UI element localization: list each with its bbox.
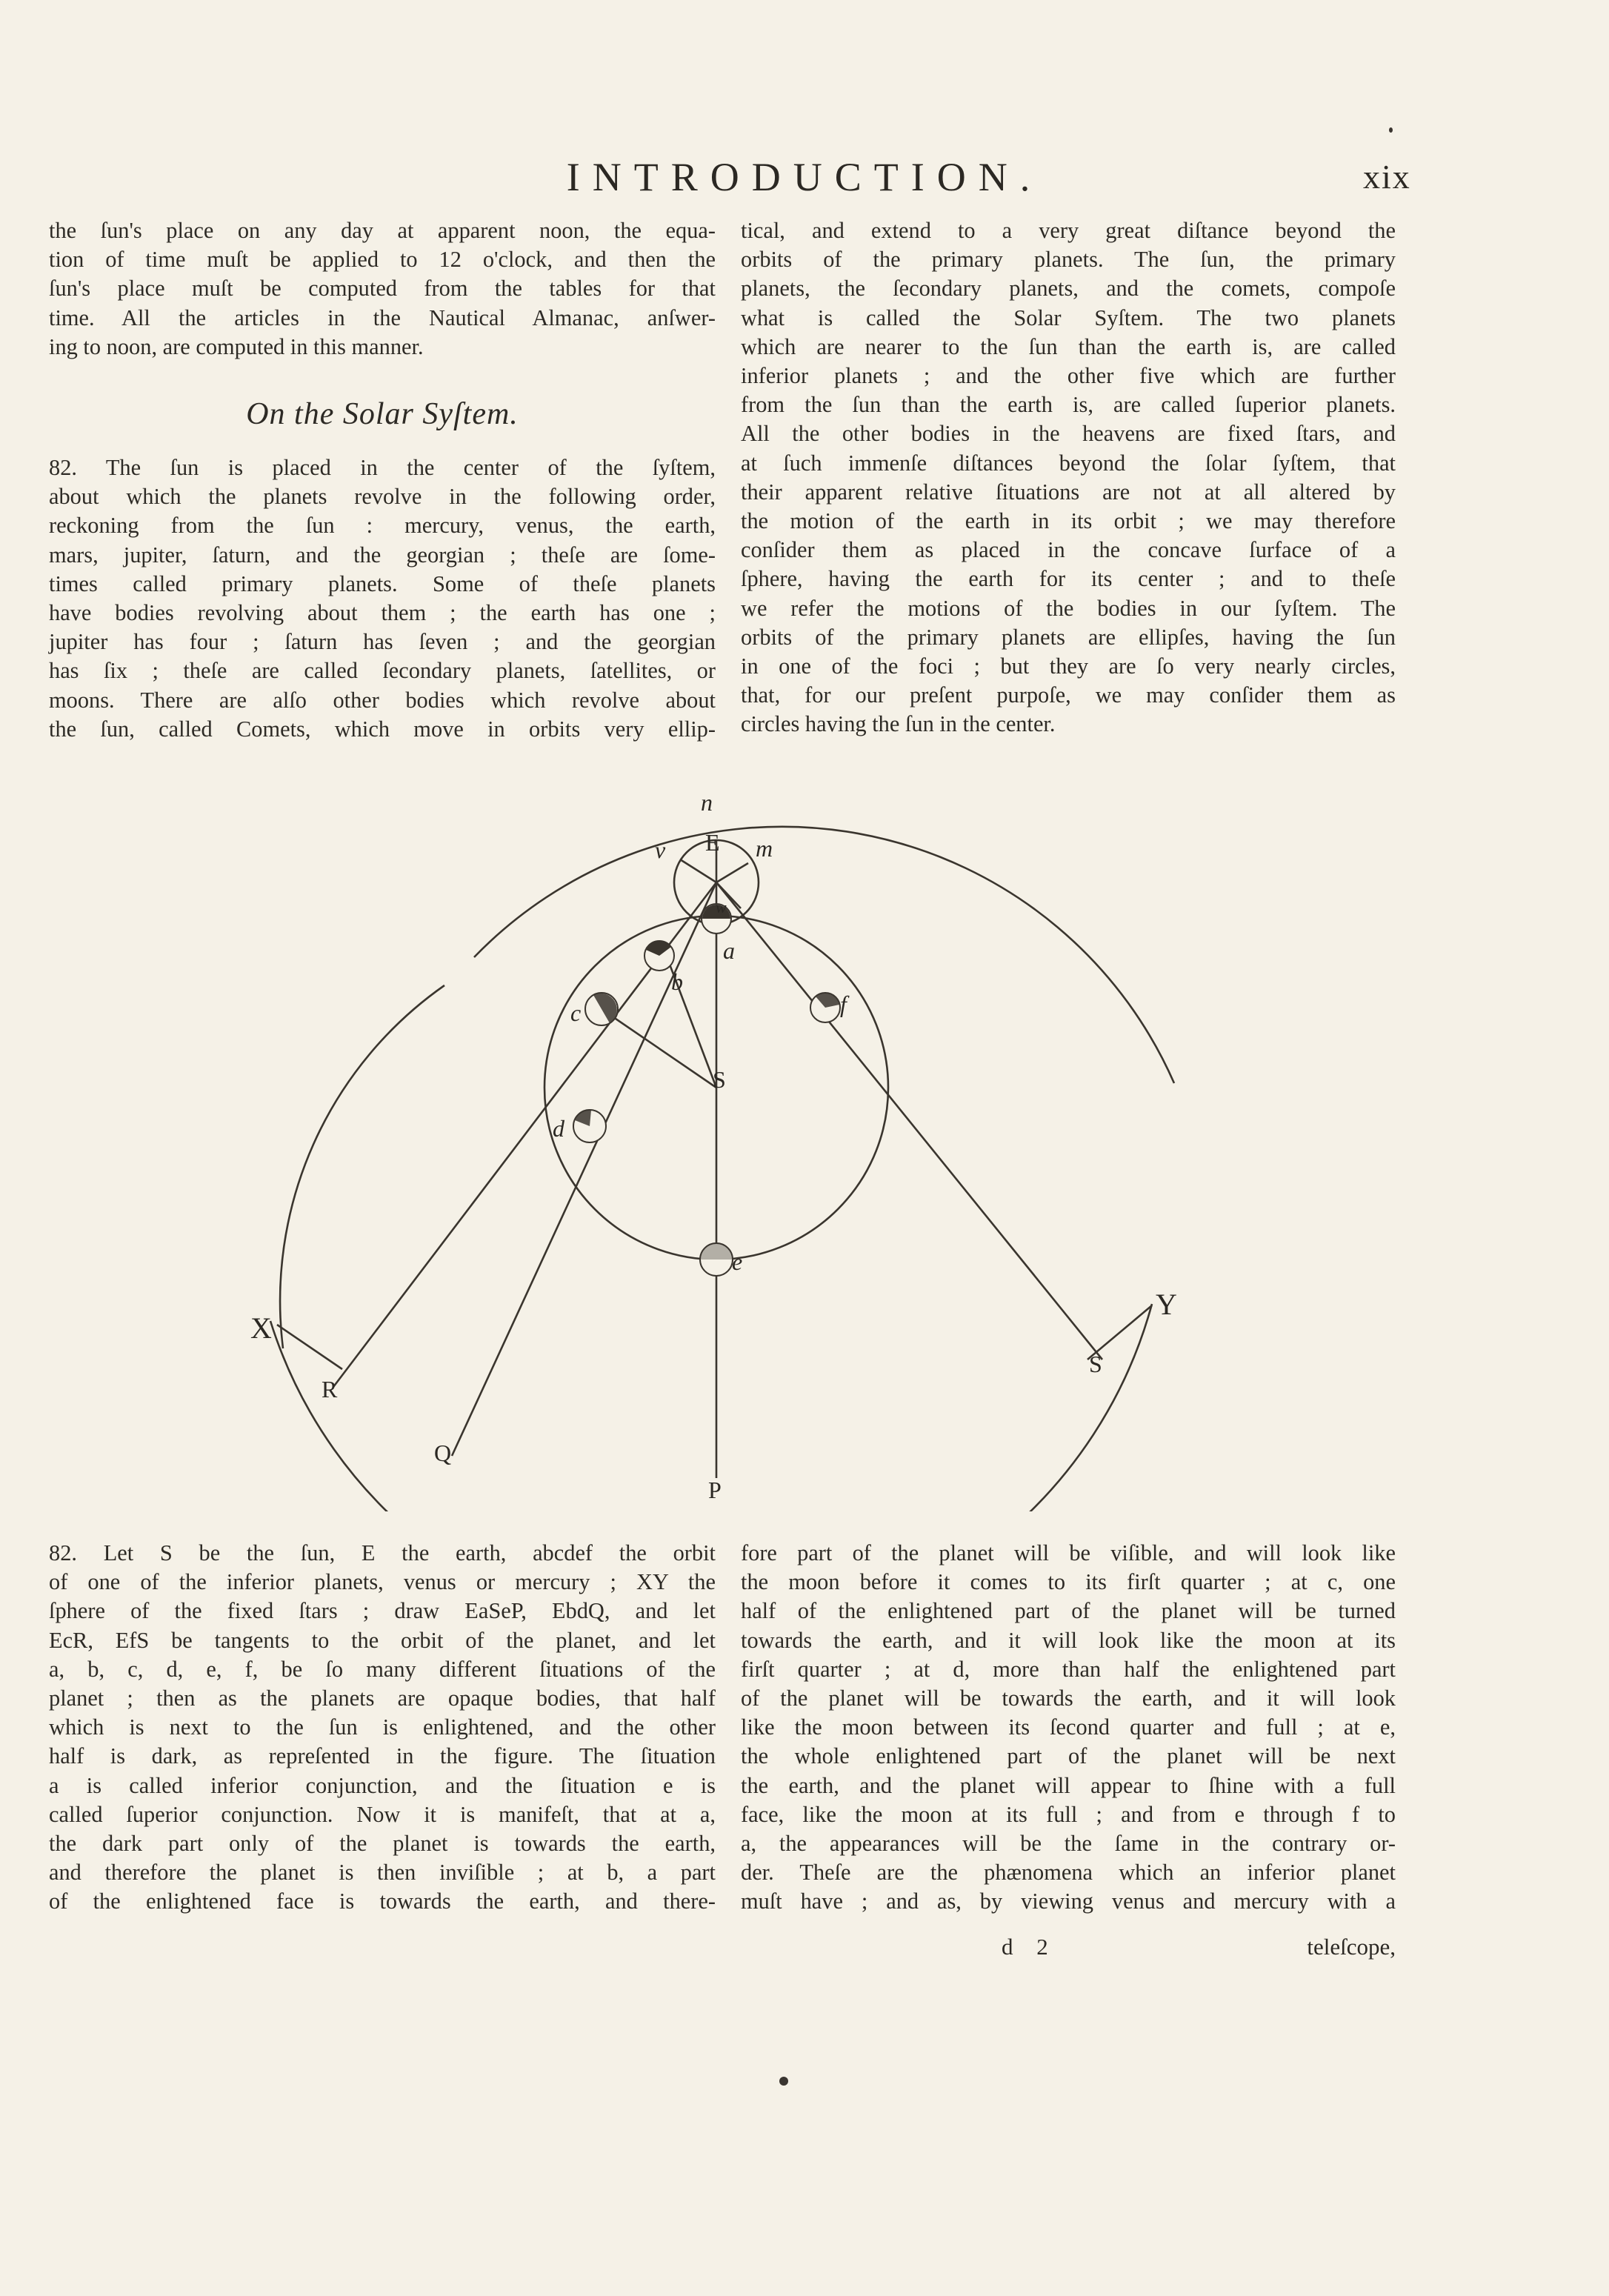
intro-paragraph — [49, 216, 716, 362]
text-line: which are nearer to the ſun than the earth is, are called — [741, 333, 1396, 359]
text-line: time. All the articles in the Nautical Almanac, anſwer- — [49, 305, 716, 330]
text-line: jupiter has four ; ſaturn has ſeven ; and the georgian — [49, 629, 716, 655]
label-R: R — [322, 1376, 338, 1402]
solar-system-figure — [0, 785, 1609, 1511]
text-line: reckoning from the ſun : mercury, venus, the earth, — [49, 513, 716, 539]
label-Q: Q — [434, 1440, 452, 1466]
figure-labels — [250, 789, 1177, 1503]
text-line: orbits of the primary planets. The ſun, the primary — [741, 247, 1396, 273]
text-line: a, the appearances will be the ſame in the contrary or- — [741, 1831, 1396, 1857]
text-line: the ſun, called Comets, which move in orbits very ellip- — [49, 716, 716, 742]
text-line: the motion of the earth in its orbit ; we may therefore — [741, 508, 1396, 534]
text-line: the dark part only of the planet is towards the earth, — [49, 1831, 716, 1857]
text-line: like the moon between its ſecond quarter and full ; at e, — [741, 1714, 1396, 1740]
column-right-top — [741, 216, 1396, 739]
text-line: 82. The ſun is placed in the center of the ſyſtem, — [49, 455, 716, 481]
text-line: ſphere of the fixed ſtars ; draw EaSeP, EbdQ, and let — [49, 1598, 716, 1624]
text-line: half is dark, as repreſented in the figure. The ſituation — [49, 1743, 716, 1769]
orbit-diagram — [0, 785, 1609, 1511]
text-line: a is called inferior conjunction, and the ſituation e is — [49, 1772, 716, 1798]
label-e: e — [732, 1248, 743, 1275]
text-line: the moon before it comes to its firſt quarter ; at c, one — [741, 1569, 1396, 1595]
text-line: towards the earth, and it will look like the moon at its — [741, 1627, 1396, 1653]
label-c: c — [570, 999, 582, 1026]
text-line: their apparent relative ſituations are not at all altered by — [741, 479, 1396, 505]
text-line: about which the planets revolve in the following order, — [49, 484, 716, 510]
label-Y: Y — [1156, 1288, 1177, 1321]
label-d: d — [553, 1115, 564, 1142]
text-line: of the planet will be towards the earth, and it will look — [741, 1686, 1396, 1711]
text-line: and therefore the planet is then inviſible ; at b, a part — [49, 1860, 716, 1886]
text-line: has ſix ; theſe are called ſecondary planets, ſatellites, or — [49, 658, 716, 684]
text-line: the whole enlightened part of the planet will be next — [741, 1743, 1396, 1769]
text-line: that, for our preſent purpoſe, we may conſider them as — [741, 682, 1396, 708]
ink-speck — [1389, 127, 1393, 133]
page-number: xix — [1363, 158, 1411, 196]
text-line: All the other bodies in the heavens are fixed ſtars, and — [741, 421, 1396, 447]
text-line: ſun's place muſt be computed from the tables for that — [49, 276, 716, 302]
text-line: tion of time muſt be applied to 12 o'clock, and then the — [49, 247, 716, 273]
catchword: teleſcope, — [1307, 1934, 1396, 1960]
text-line: times called primary planets. Some of theſe planets — [49, 570, 716, 596]
text-line: the ſun's place on any day at apparent noon, the equa- — [49, 218, 716, 243]
text-line: of the enlightened face is towards the earth, and there- — [49, 1889, 716, 1914]
text-line: from the ſun than the earth is, are called ſuperior planets. — [741, 392, 1396, 418]
text-line: moons. There are alſo other bodies which revolve about — [49, 687, 716, 713]
label-E: E — [705, 829, 720, 856]
section-heading: On the Solar Syſtem. — [246, 397, 519, 432]
text-line: fore part of the planet will be viſible, and will look like — [741, 1540, 1396, 1565]
label-f: f — [840, 991, 847, 1017]
line-sc — [602, 1009, 716, 1088]
text-line: orbits of the primary planets are ellipſes, having the ſun — [741, 624, 1396, 650]
text-line: of one of the inferior planets, venus or mercury ; XY the — [49, 1569, 716, 1595]
ink-speck — [779, 2077, 788, 2086]
column-right-bottom — [741, 1539, 1396, 1917]
text-line: in one of the foci ; but they are ſo very nearly circles, — [741, 653, 1396, 679]
text-line: a, b, c, d, e, f, be ſo many different ſituations of the — [49, 1656, 716, 1682]
label-b: b — [671, 968, 683, 995]
text-line: muſt have ; and as, by viewing venus and mercury with a — [741, 1889, 1396, 1914]
text-line: half of the enlightened part of the planet will be turned — [741, 1598, 1396, 1624]
label-S-star: S — [1089, 1351, 1102, 1377]
fixed-stars-upper-left-arc — [280, 985, 444, 1348]
text-line: planets, the ſecondary planets, and the comets, compoſe — [741, 276, 1396, 302]
label-X: X — [250, 1311, 272, 1345]
label-n: n — [701, 789, 713, 816]
signature-mark: d 2 — [1002, 1934, 1057, 1960]
text-line: have bodies revolving about them ; the earth has one ; — [49, 600, 716, 626]
line-em — [716, 863, 748, 882]
line-ev — [680, 859, 716, 882]
text-line: we refer the motions of the bodies in our ſyſtem. The — [741, 595, 1396, 621]
text-line: which is next to the ſun is enlightened, and the other — [49, 1714, 716, 1740]
text-line: called ſuperior conjunction. Now it is manifeſt, that at a, — [49, 1801, 716, 1827]
text-line: inferior planets ; and the other five which are further — [741, 363, 1396, 389]
text-line: firſt quarter ; at d, more than half the enlightened part — [741, 1656, 1396, 1682]
text-line: ing to noon, are computed in this manner. — [49, 333, 424, 359]
section-82-paragraph — [49, 453, 716, 744]
text-line: what is called the Solar Syſtem. The two planets — [741, 305, 1396, 330]
column-left-top — [49, 216, 716, 744]
text-line: circles having the ſun in the center. — [741, 711, 1056, 737]
line-x — [277, 1325, 342, 1369]
text-line: ſphere, having the earth for its center ; and to theſe — [741, 566, 1396, 592]
text-line: the earth, and the planet will appear to ſhine with a full — [741, 1772, 1396, 1798]
text-line: tical, and extend to a very great diſtance beyond the — [741, 218, 1396, 243]
label-a: a — [723, 937, 735, 964]
running-head-title: INTRODUCTION. — [566, 155, 1043, 199]
label-v: v — [655, 836, 666, 863]
label-w: w — [716, 898, 727, 916]
label-P: P — [708, 1477, 722, 1503]
tangent-efs — [716, 882, 1102, 1360]
text-line: 82. Let S be the ſun, E the earth, abcdef the orbit — [49, 1540, 716, 1565]
text-line: mars, jupiter, ſaturn, and the georgian ; theſe are ſome- — [49, 542, 716, 568]
text-line: EcR, EfS be tangents to the orbit of the planet, and let — [49, 1627, 716, 1653]
text-line: planet ; then as the planets are opaque bodies, that half — [49, 1686, 716, 1711]
column-left-bottom — [49, 1539, 716, 1917]
label-m: m — [756, 835, 773, 862]
text-line: conſider them as placed in the concave ſurface of a — [741, 537, 1396, 563]
text-line: face, like the moon at its full ; and from e through f to — [741, 1801, 1396, 1827]
text-line: at ſuch immenſe diſtances beyond the ſolar ſyſtem, that — [741, 450, 1396, 476]
planet-e-dark — [700, 1243, 733, 1260]
text-line: der. Theſe are the phænomena which an inferior planet — [741, 1860, 1396, 1886]
label-S: S — [713, 1066, 726, 1093]
